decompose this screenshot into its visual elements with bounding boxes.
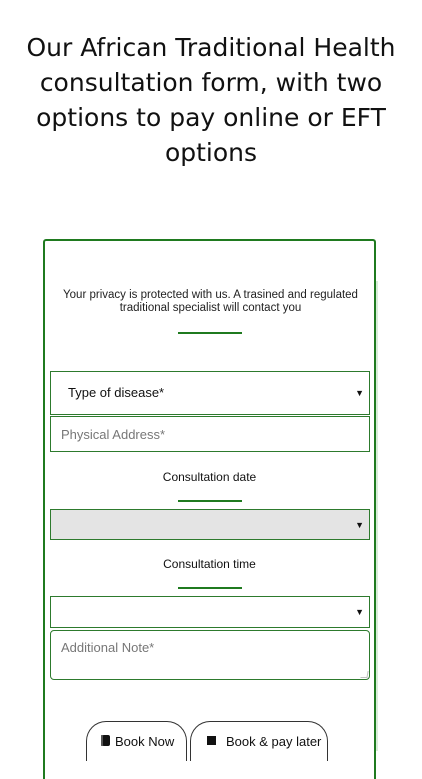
time-divider [178,587,242,589]
privacy-divider [178,332,242,334]
consultation-date-label: Consultation date [162,470,257,484]
date-divider [178,500,242,502]
disease-type-select[interactable] [50,371,370,415]
book-pay-later-label: Book & pay later [226,734,322,749]
consultation-date-select[interactable] [50,509,370,540]
page-headline: Our African Traditional Health consultation form, with two options to pay online or EFT options [26,33,396,167]
book-pay-later-button[interactable] [190,721,328,761]
chevron-down-icon: ▼ [355,388,364,398]
book-now-button[interactable] [86,721,187,761]
chevron-down-icon: ▼ [355,519,364,530]
consultation-time-label: Consultation time [163,557,256,571]
privacy-notice: Your privacy is protected with us. A trasined and regulated traditional specialist will contact you [63,289,358,314]
additional-note-textarea[interactable] [50,630,370,680]
book-now-label: Book Now [115,734,175,749]
physical-address-placeholder: Physical Address* [61,427,166,442]
disease-type-value: Type of disease* [68,385,165,400]
additional-note-placeholder: Additional Note* [61,640,155,655]
physical-address-input[interactable] [50,416,370,452]
book-icon [101,735,110,746]
chevron-down-icon: ▼ [355,607,364,617]
consultation-form-card [43,239,376,779]
stop-square-icon [207,736,216,745]
resize-grip-icon[interactable] [360,671,368,678]
consultation-time-select[interactable] [50,596,370,628]
